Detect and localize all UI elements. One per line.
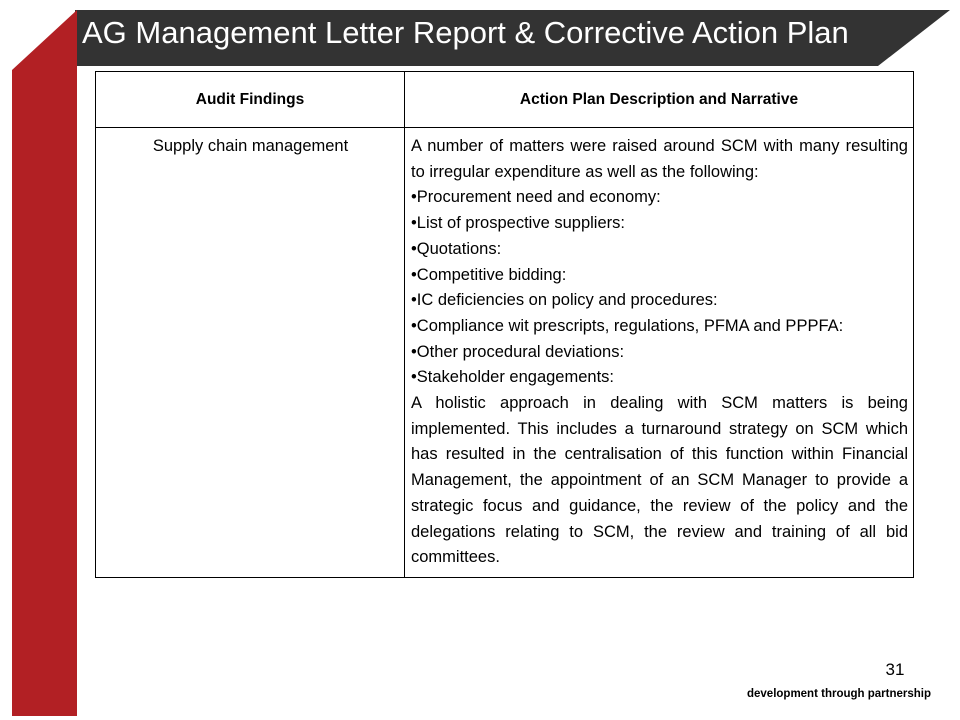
column-header-audit-findings: Audit Findings bbox=[96, 72, 405, 128]
action-plan-table bbox=[95, 71, 914, 578]
list-item: • Procurement need and economy: bbox=[411, 185, 908, 211]
list-item: • IC deficiencies on policy and procedures: bbox=[411, 288, 908, 314]
list-item: • Competitive bidding: bbox=[411, 263, 908, 289]
footer-tagline: development through partnership bbox=[746, 688, 931, 700]
table-header-row bbox=[96, 72, 914, 128]
list-item: • Stakeholder engagements: bbox=[411, 365, 908, 391]
audit-finding-cell: Supply chain management bbox=[96, 128, 405, 578]
red-accent-band bbox=[12, 10, 77, 716]
findings-bullet-list bbox=[411, 185, 908, 391]
narrative-intro: A number of matters were raised around SCM with many resulting to irregular expenditure as well as the following: bbox=[411, 137, 908, 181]
column-header-action-plan: Action Plan Description and Narrative bbox=[405, 72, 914, 128]
list-item: • Quotations: bbox=[411, 237, 908, 263]
list-item: • Compliance wit prescripts, regulations, PFMA and PPPFA: bbox=[411, 314, 908, 340]
narrative-conclusion: A holistic approach in dealing with SCM matters is being implemented. This includes a turnaround strategy on SCM which has resulted in the centralisation of this function within Financial Management, the appointment of an SCM Manager to provide a strategic focus and guidance, the review of the policy and the delegations relating to SCM, the review and training of all bid committees. bbox=[411, 394, 908, 567]
list-item: • Other procedural deviations: bbox=[411, 340, 908, 366]
slide-title: AG Management Letter Report & Corrective Action Plan bbox=[82, 15, 849, 50]
page-number: 31 bbox=[885, 660, 905, 679]
table-row bbox=[96, 128, 914, 578]
list-item: • List of prospective suppliers: bbox=[411, 211, 908, 237]
action-plan-cell bbox=[405, 128, 914, 578]
